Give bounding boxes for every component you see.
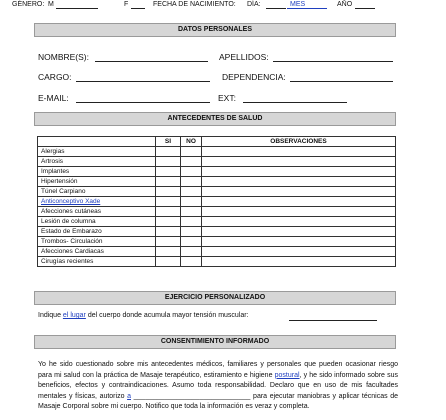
obs-cell[interactable] [202,227,396,237]
obs-cell[interactable] [202,177,396,187]
email-field[interactable] [76,102,210,103]
table-row [38,247,396,257]
row-label: Afecciones Cardiacas [38,247,156,257]
si-cell[interactable] [156,247,181,257]
no-cell[interactable] [181,147,202,157]
genero-label: GÉNERO: [12,1,45,8]
mes-label: MES [290,1,306,8]
table-row [38,167,396,177]
row-label: Trombos- Circulación [38,237,156,247]
header-no: NO [181,137,202,147]
si-cell[interactable] [156,207,181,217]
row-label: Alergias [38,147,156,157]
no-cell[interactable] [181,217,202,227]
table-row [38,177,396,187]
si-cell[interactable] [156,167,181,177]
fecha-nacimiento-label: FECHA DE NACIMIENTO: [153,1,236,8]
obs-cell[interactable] [202,197,396,207]
ano-label: AÑO [337,1,353,8]
si-cell[interactable] [156,197,181,207]
section-consentimiento-informado [34,335,396,349]
section-title: CONSENTIMIENTO INFORMADO [160,338,270,345]
obs-cell[interactable] [202,147,396,157]
obs-cell[interactable] [202,247,396,257]
no-cell[interactable] [181,227,202,237]
nombres-label: NOMBRE(S): [38,52,89,62]
header-empty [38,137,156,147]
section-datos-personales [34,23,396,37]
consent-postural: postural [274,371,300,379]
table-header-row [38,137,396,147]
row-label: Estado de Embarazo [38,227,156,237]
si-cell[interactable] [156,187,181,197]
si-cell[interactable] [156,227,181,237]
genero-m-label: M [48,1,54,8]
consent-part-1: Yo he sido cuestionado sobre mis antecedentes médicos, familiares y personales que pueden ocasionar riesgo para mi salud con la práctica de Masaje terapéutico, estiramiento e higiene [38,361,398,379]
no-cell[interactable] [181,207,202,217]
health-table [37,136,396,267]
table-row [38,147,396,157]
row-label: Cirugías recientes [38,257,156,267]
row-label: Lesión de columna [38,217,156,227]
no-cell[interactable] [181,177,202,187]
genero-f-label: F [124,1,129,8]
header-observaciones: OBSERVACIONES [202,137,396,147]
row-label: Hipertensión [38,177,156,187]
obs-cell[interactable] [202,157,396,167]
si-cell[interactable] [156,217,181,227]
no-cell[interactable] [181,187,202,197]
consent-part-2: , y he sido informado sobre sus beneficios, efectos y contraindicaciones. Asumo toda responsabilidad. Declaro que en uso de mis facultades mentales y físicas, autorizo [38,371,398,400]
si-cell[interactable] [156,157,181,167]
section-title: EJERCICIO PERSONALIZADO [164,294,266,301]
ext-field[interactable] [243,102,347,103]
obs-cell[interactable] [202,257,396,267]
row-label: Túnel Carpiano [38,187,156,197]
cargo-label: CARGO: [38,72,72,82]
row-label: Artrosis [38,157,156,167]
obs-cell[interactable] [202,167,396,177]
no-cell[interactable] [181,197,202,207]
no-cell[interactable] [181,167,202,177]
obs-cell[interactable] [202,237,396,247]
obs-cell[interactable] [202,217,396,227]
dependencia-field[interactable] [290,81,393,82]
consent-part-3: ______________________________ para ejecutar maniobras y aplicar técnicas de Masaje Corporal sobre mi cuerpo. Notifico que toda la información es veraz y completa. [38,392,398,410]
si-cell[interactable] [156,257,181,267]
section-title: ANTECEDENTES DE SALUD [167,115,263,122]
dia-label: DÍA: [247,1,261,8]
table-row [38,197,396,207]
apellidos-field[interactable] [273,61,393,62]
dependencia-label: DEPENDENCIA: [222,72,286,82]
section-ejercicio-personalizado [34,291,396,305]
consent-paragraph [38,360,398,413]
table-row [38,207,396,217]
no-cell[interactable] [181,247,202,257]
mes-line[interactable] [287,8,327,9]
ano-line[interactable] [355,8,375,9]
ejercicio-before: Indique [38,312,63,319]
section-title: DATOS PERSONALES [177,26,253,33]
nombres-field[interactable] [95,61,208,62]
table-row [38,227,396,237]
table-row [38,157,396,167]
table-row [38,257,396,267]
obs-cell[interactable] [202,187,396,197]
table-row [38,217,396,227]
no-cell[interactable] [181,237,202,247]
table-row [38,187,396,197]
genero-m-line[interactable] [56,8,98,9]
si-cell[interactable] [156,147,181,157]
no-cell[interactable] [181,257,202,267]
section-antecedentes-salud [34,112,396,126]
row-label: Afecciones cutáneas [38,207,156,217]
ejercicio-after: del cuerpo donde acumula mayor tensión muscular: [85,312,249,319]
ejercicio-link: el lugar [62,312,86,319]
row-label: Implantes [38,167,156,177]
consent-a: a [127,392,131,400]
dia-line[interactable] [266,8,286,9]
ext-label: EXT: [218,93,236,103]
table-row [38,237,396,247]
apellidos-label: APELLIDOS: [219,52,269,62]
no-cell[interactable] [181,157,202,167]
cargo-field[interactable] [76,81,210,82]
header-si: SI [156,137,181,147]
si-cell[interactable] [156,237,181,247]
si-cell[interactable] [156,177,181,187]
obs-cell[interactable] [202,207,396,217]
genero-f-line[interactable] [131,8,145,9]
ejercicio-prompt [38,312,249,319]
ejercicio-answer-field[interactable] [289,320,377,321]
email-label: E-MAIL: [38,93,69,103]
row-label: Anticonceptivo Xade [38,197,156,207]
